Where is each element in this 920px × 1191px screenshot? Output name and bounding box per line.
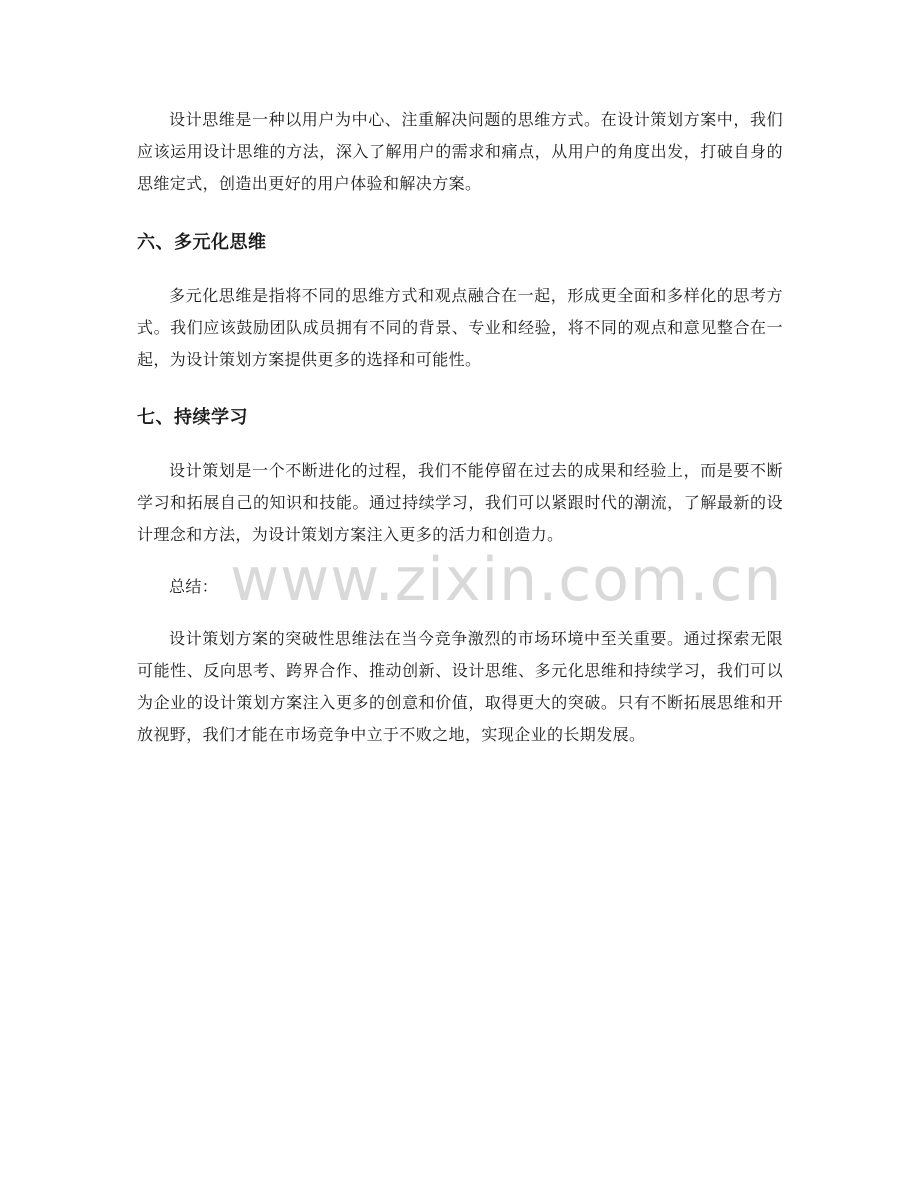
paragraph-diverse-thinking: 多元化思维是指将不同的思维方式和观点融合在一起，形成更全面和多样化的思考方式。我们应该鼓励团队成员拥有不同的背景、专业和经验，将不同的观点和意见整合在一起，为设计策划方案提供更多的选择和可能性。 bbox=[137, 286, 783, 369]
paragraph-design-thinking: 设计思维是一种以用户为中心、注重解决问题的思维方式。在设计策划方案中，我们应该运用设计思维的方法，深入了解用户的需求和痛点，从用户的角度出发，打破自身的思维定式，创造出更好的用户体验和解决方案。 bbox=[137, 110, 783, 193]
heading-section-seven: 七、持续学习 bbox=[137, 407, 248, 428]
summary-label: 总结： bbox=[169, 577, 219, 596]
paragraph-continuous-learning: 设计策划是一个不断进化的过程，我们不能停留在过去的成果和经验上，而是要不断学习和拓展自己的知识和技能。通过持续学习，我们可以紧跟时代的潮流，了解最新的设计理念和方法，为设计策划方案注入更多的活力和创造力。 bbox=[137, 461, 783, 544]
heading-section-six: 六、多元化思维 bbox=[137, 232, 267, 253]
paragraph-summary: 设计策划方案的突破性思维法在当今竞争激烈的市场环境中至关重要。通过探索无限可能性、反向思考、跨界合作、推动创新、设计思维、多元化思维和持续学习，我们可以为企业的设计策划方案注入更多的创意和价值，取得更大的突破。只有不断拓展思维和开放视野，我们才能在市场竞争中立于不败之地，实现企业的长期发展。 bbox=[137, 629, 783, 744]
watermark-text: www.zixin.com.cn bbox=[230, 545, 783, 615]
